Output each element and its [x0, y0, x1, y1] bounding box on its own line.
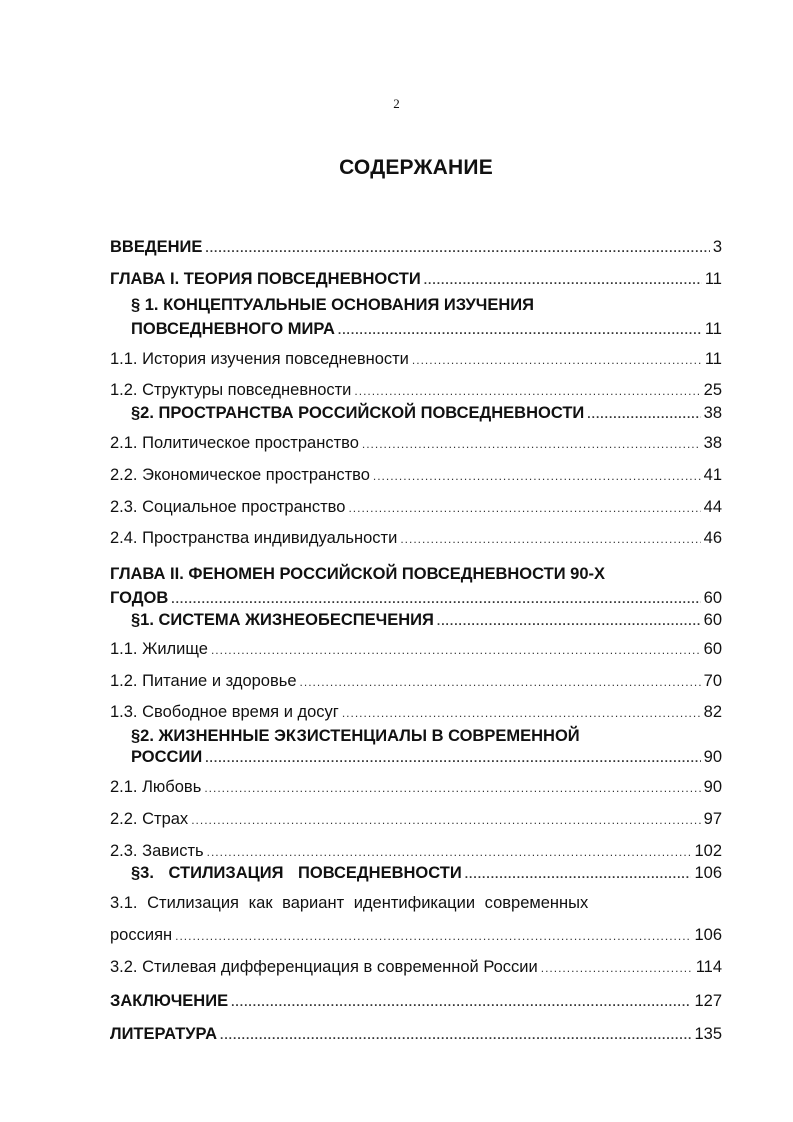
toc-entry-title: 2.1. Политическое пространство	[110, 434, 359, 452]
toc-entry-literature	[110, 1023, 722, 1046]
leader-dots	[175, 925, 691, 947]
toc-entry-page: 82	[703, 703, 722, 721]
toc-entry-2-2	[110, 464, 722, 487]
toc-entry-title: 2.3. Зависть	[110, 842, 204, 860]
leader-dots	[373, 465, 701, 487]
toc-entry-section-1-2	[131, 402, 722, 425]
toc-entry-ch2-1-1	[110, 638, 722, 661]
toc-entry-page: 106	[694, 864, 722, 882]
toc-entry-page: 3	[712, 238, 722, 256]
toc-entry-page: 60	[703, 611, 722, 629]
toc-entry-2-3	[110, 496, 722, 519]
toc-entry-title: ГЛАВА I. ТЕОРИЯ ПОВСЕДНЕВНОСТИ	[110, 270, 421, 288]
toc-entry-ch2-1-2	[110, 670, 722, 693]
toc-entry-title: 2.3. Социальное пространство	[110, 498, 346, 516]
toc-entry-page: 90	[703, 778, 722, 796]
toc-entry-introduction	[110, 236, 722, 259]
toc-entry-page: 38	[703, 434, 722, 452]
toc-entry-page: 97	[703, 810, 722, 828]
toc-entry-page: 114	[695, 958, 722, 976]
toc-entry-title: §1. СИСТЕМА ЖИЗНЕОБЕСПЕЧЕНИЯ	[131, 611, 434, 629]
toc-entry-chapter-2-line1: ГЛАВА II. ФЕНОМЕН РОССИЙСКОЙ ПОВСЕДНЕВНОСТИ 90-Х	[110, 565, 606, 583]
toc-entry-section-1-1	[131, 318, 722, 341]
toc-entry-ch2-2-3	[110, 840, 722, 863]
leader-dots	[465, 863, 692, 885]
toc-entry-page: 90	[703, 748, 722, 766]
toc-entry-title: §3. СТИЛИЗАЦИЯ ПОВСЕДНЕВНОСТИ	[131, 864, 462, 882]
toc-entry-page: 25	[703, 381, 722, 399]
leader-dots	[338, 319, 702, 341]
toc-entry-title: 2.2. Страх	[110, 810, 189, 828]
toc-entry-title: ЛИТЕРАТУРА	[110, 1025, 217, 1043]
toc-entry-page: 60	[703, 589, 722, 607]
toc-entry-title: 2.2. Экономическое пространство	[110, 466, 370, 484]
toc-entry-title: ЗАКЛЮЧЕНИЕ	[110, 992, 229, 1010]
leader-dots	[587, 403, 700, 425]
toc-entry-ch2-2-1	[110, 776, 722, 799]
leader-dots	[205, 747, 700, 769]
toc-entry-ch2-1-3	[110, 701, 722, 724]
toc-entry-section-2-2-line1: §2. ЖИЗНЕННЫЕ ЭКЗИСТЕНЦИАЛЫ В СОВРЕМЕННОЙ	[131, 727, 580, 745]
leader-dots	[231, 991, 691, 1013]
leader-dots	[220, 1024, 691, 1046]
toc-entry-1-1	[110, 348, 722, 371]
toc-entry-ch2-2-2	[110, 808, 722, 831]
toc-entry-section-2-3	[131, 862, 722, 885]
toc-entry-page: 102	[694, 842, 722, 860]
toc-entry-ch2-3-1	[110, 924, 722, 947]
toc-entry-section-2-1	[131, 609, 722, 632]
leader-dots	[362, 433, 701, 455]
toc-entry-title: 1.2. Структуры повседневности	[110, 381, 352, 399]
toc-entry-title: ГОДОВ	[110, 589, 169, 607]
leader-dots	[204, 777, 700, 799]
leader-dots	[400, 528, 700, 550]
toc-entry-ch2-3-1-line1: 3.1. Стилизация как вариант идентификации современных	[110, 894, 589, 912]
toc-entry-title: §2. ПРОСТРАНСТВА РОССИЙСКОЙ ПОВСЕДНЕВНОСТИ	[131, 404, 585, 422]
leader-dots	[171, 588, 700, 610]
toc-entry-section-2-2	[131, 746, 722, 769]
toc-entry-title: 1.1. История изучения повседневности	[110, 350, 409, 368]
toc-entry-2-1	[110, 432, 722, 455]
toc-entry-title: 1.3. Свободное время и досуг	[110, 703, 339, 721]
toc-entry-page: 106	[694, 926, 722, 944]
toc-entry-title: россиян	[110, 926, 173, 944]
toc-entry-page: 41	[703, 466, 722, 484]
toc-entry-page: 44	[703, 498, 722, 516]
leader-dots	[348, 497, 700, 519]
toc-entry-title: 2.1. Любовь	[110, 778, 202, 796]
toc-entry-title: ПОВСЕДНЕВНОГО МИРА	[131, 320, 335, 338]
toc-entry-chapter-1	[110, 268, 722, 291]
toc-entry-page: 11	[704, 270, 722, 288]
toc-entry-page: 127	[694, 992, 722, 1010]
toc-entry-chapter-2	[110, 587, 722, 610]
toc-entry-page: 70	[703, 672, 722, 690]
leader-dots	[437, 610, 701, 632]
leader-dots	[342, 702, 701, 724]
toc-entry-page: 46	[703, 529, 722, 547]
leader-dots	[211, 639, 701, 661]
leader-dots	[424, 269, 702, 291]
toc-entry-page: 11	[704, 320, 722, 338]
toc-entry-1-2	[110, 379, 722, 402]
leader-dots	[354, 380, 700, 402]
toc-entry-title: ВВЕДЕНИЕ	[110, 238, 203, 256]
toc-entry-page: 60	[703, 640, 722, 658]
toc-entry-2-4	[110, 527, 722, 550]
page-number: 2	[393, 96, 400, 111]
leader-dots	[191, 809, 700, 831]
toc-entry-ch2-3-2	[110, 956, 722, 979]
toc-entry-section-1-1-line1: § 1. КОНЦЕПТУАЛЬНЫЕ ОСНОВАНИЯ ИЗУЧЕНИЯ	[131, 296, 534, 314]
leader-dots	[300, 671, 701, 693]
toc-entry-page: 11	[704, 350, 722, 368]
page-title: СОДЕРЖАНИЕ	[339, 156, 493, 179]
toc-entry-title: 1.1. Жилище	[110, 640, 208, 658]
toc-entry-title: 2.4. Пространства индивидуальности	[110, 529, 398, 547]
toc-entry-title: РОССИИ	[131, 748, 203, 766]
leader-dots	[205, 237, 709, 259]
toc-entry-page: 135	[694, 1025, 722, 1043]
leader-dots	[207, 841, 692, 863]
toc-entry-conclusion	[110, 990, 722, 1013]
toc-entry-page: 38	[703, 404, 722, 422]
toc-entry-title: 1.2. Питание и здоровье	[110, 672, 297, 690]
toc-entry-title: 3.2. Стилевая дифференциация в современной России	[110, 958, 538, 976]
leader-dots	[412, 349, 702, 371]
leader-dots	[541, 957, 693, 979]
